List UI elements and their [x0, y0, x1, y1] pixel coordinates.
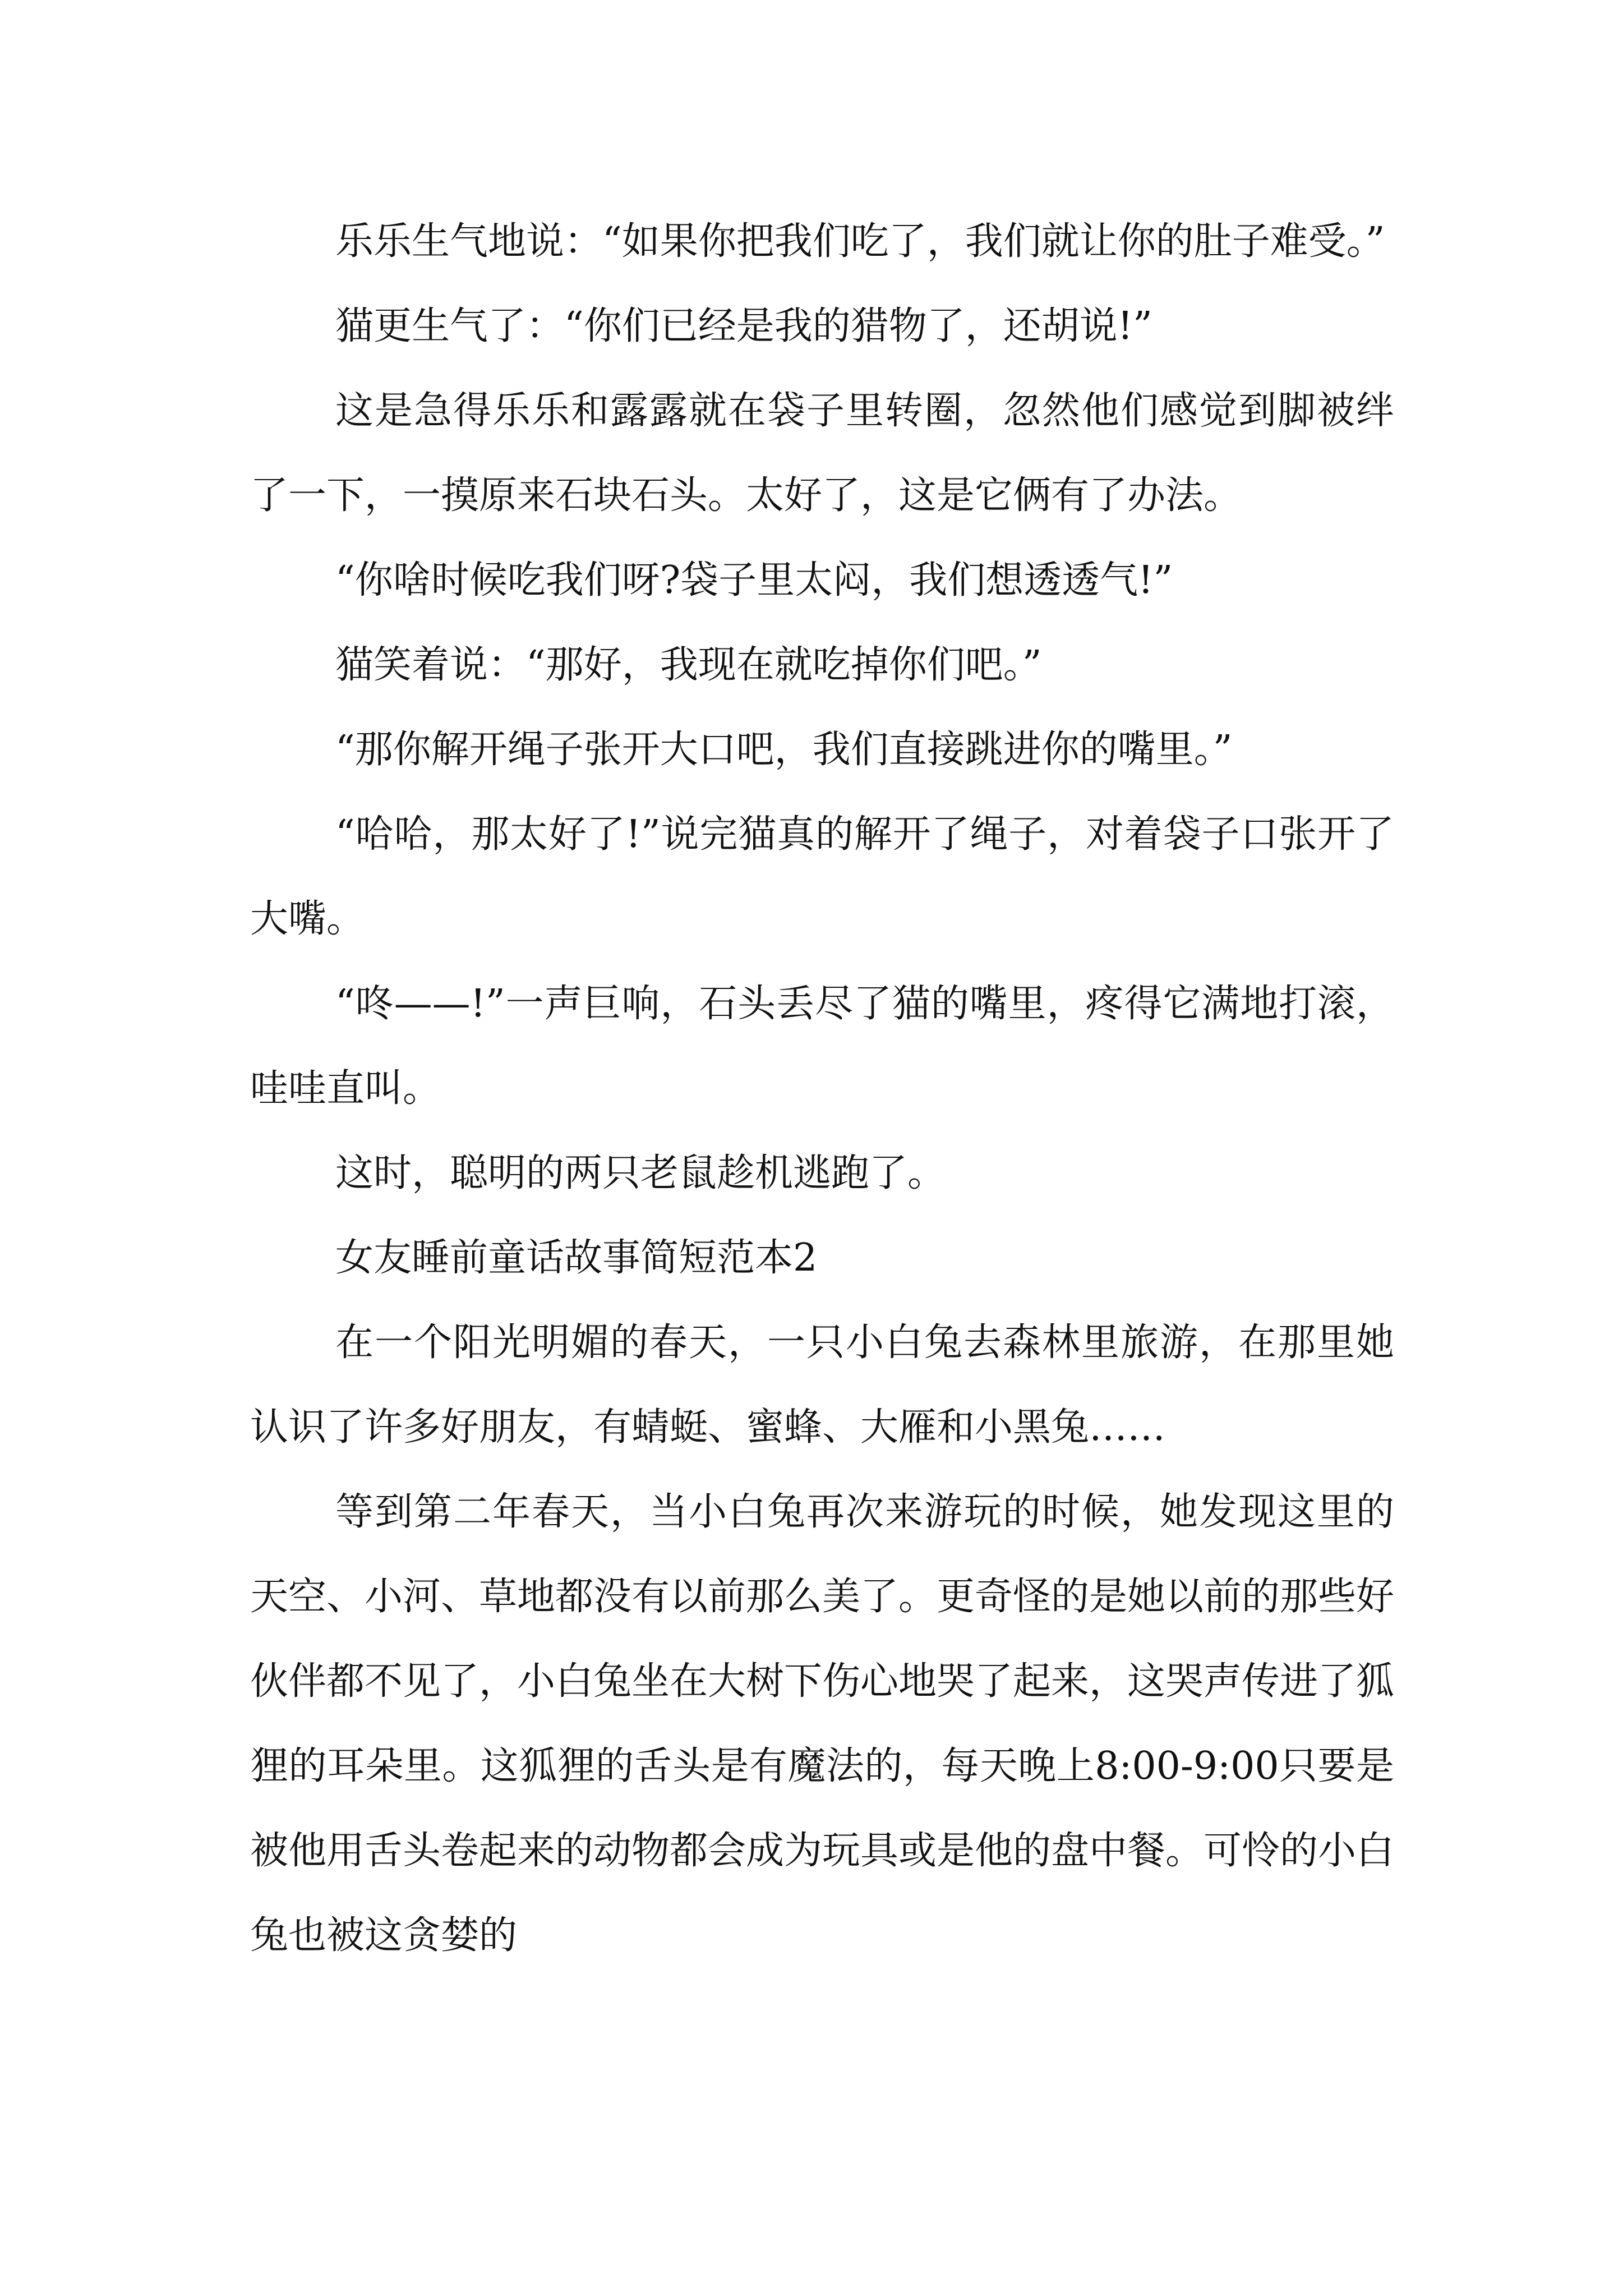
paragraph-2: 猫更生气了：“你们已经是我的猎物了，还胡说!” — [335, 304, 1152, 348]
paragraph-8: “咚——!”一声巨响，石头丢尽了猫的嘴里，疼得它满地打滚，哇哇直叫。 — [250, 982, 1394, 1111]
paragraph-9: 这时，聪明的两只老鼠趁机逃跑了。 — [335, 1151, 946, 1195]
paragraph-6: “那你解开绳子张开大口吧，我们直接跳进你的嘴里。” — [335, 728, 1233, 772]
paragraph-10: 在一个阳光明媚的春天，一只小白兔去森林里旅游，在那里她认识了许多好朋友，有蜻蜓、蜜蜂、大雁和小黑兔…… — [250, 1320, 1394, 1450]
paragraph-3: 这是急得乐乐和露露就在袋子里转圈，忽然他们感觉到脚被绊了一下，一摸原来石块石头。太好了，这是它俩有了办法。 — [250, 389, 1394, 518]
section-heading: 女友睡前童话故事简短范本2 — [335, 1236, 818, 1280]
paragraph-4: “你啥时候吃我们呀?袋子里太闷，我们想透透气!” — [335, 558, 1173, 602]
paragraph-7: “哈哈，那太好了!”说完猫真的解开了绳子，对着袋子口张开了大嘴。 — [250, 812, 1394, 941]
paragraph-5: 猫笑着说：“那好，我现在就吃掉你们吧。” — [335, 643, 1042, 687]
document-body — [250, 199, 1394, 1978]
paragraph-1: 乐乐生气地说：“如果你把我们吃了，我们就让你的肚子难受。” — [335, 219, 1385, 264]
paragraph-11: 等到第二年春天，当小白兔再次来游玩的时候，她发现这里的天空、小河、草地都没有以前那么美了。更奇怪的是她以前的那些好伙伴都不见了，小白兔坐在大树下伤心地哭了起来，这哭声传进了狐狸的耳朵里。这狐狸的舌头是有魔法的，每天晚上8:00-9:00只要是被他用舌头卷起来的动物都会成为玩具或是他的盘中餐。可怜的小白兔也被这贪婪的 — [250, 1490, 1395, 1958]
